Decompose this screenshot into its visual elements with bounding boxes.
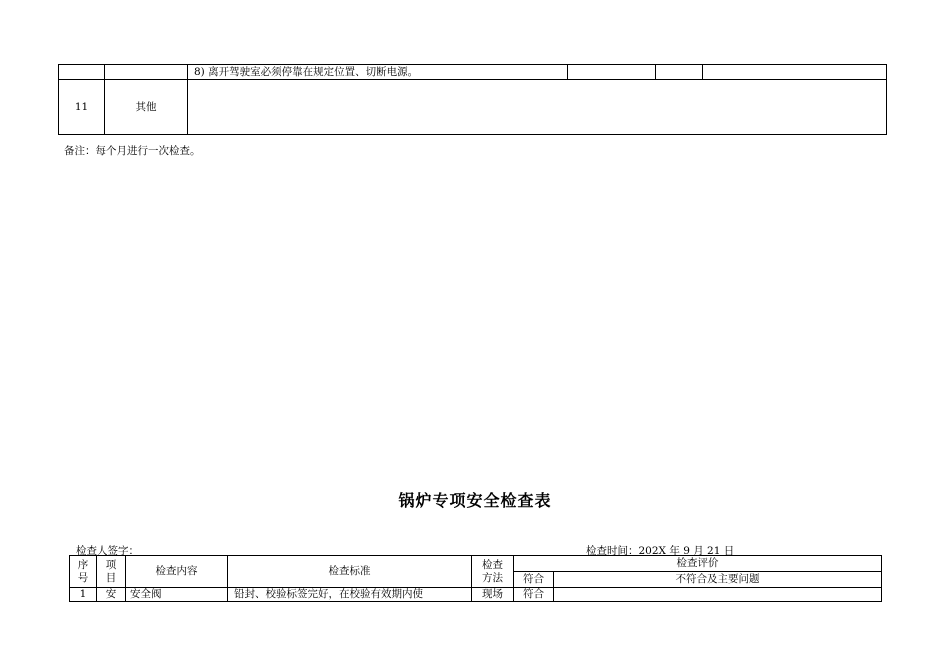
table-row [59,65,887,80]
header-evaluation: 检查评价 [514,556,882,572]
row-item-cell: 其他 [105,80,188,135]
inspection-date: 检查时间：202X 年 9 月 21 日 [586,545,735,557]
row-method-cell: 现场 [472,588,514,602]
row-number-cell [59,65,105,80]
header-noncomply: 不符合及主要问题 [554,572,882,588]
row-standard-cell: 铅封、校验标签完好，在校验有效期内使 [228,588,472,602]
row-item-cell: 安 [97,588,126,602]
table-row [70,588,882,602]
row-content-cell: 8) 离开驾驶室必须停靠在规定位置、切断电源。 [188,65,568,80]
header-method: 检查 方法 [472,556,514,588]
row-comply-cell: 符合 [514,588,554,602]
header-no: 序 号 [70,556,97,588]
row-number-cell: 1 [70,588,97,602]
row-item-cell [105,65,188,80]
header-item: 项 目 [97,556,126,588]
top-checklist-table [58,64,887,135]
table-row [59,80,887,135]
row-noncomply-cell [554,588,882,602]
page-title: 锅炉专项安全检查表 [398,491,552,510]
remark-note: 备注：每个月进行一次检查。 [64,145,201,157]
row-cell [568,65,656,80]
row-number-cell: 11 [59,80,105,135]
boiler-checklist-table [69,555,882,602]
row-cell [703,65,887,80]
row-cell [656,65,703,80]
header-content: 检查内容 [126,556,228,588]
row-content-cell: 安全阀 [126,588,228,602]
header-comply: 符合 [514,572,554,588]
header-standard: 检查标准 [228,556,472,588]
table-header-row [70,556,882,572]
row-content-cell [188,80,887,135]
inspector-signature-label: 检查人签字： [76,545,139,557]
